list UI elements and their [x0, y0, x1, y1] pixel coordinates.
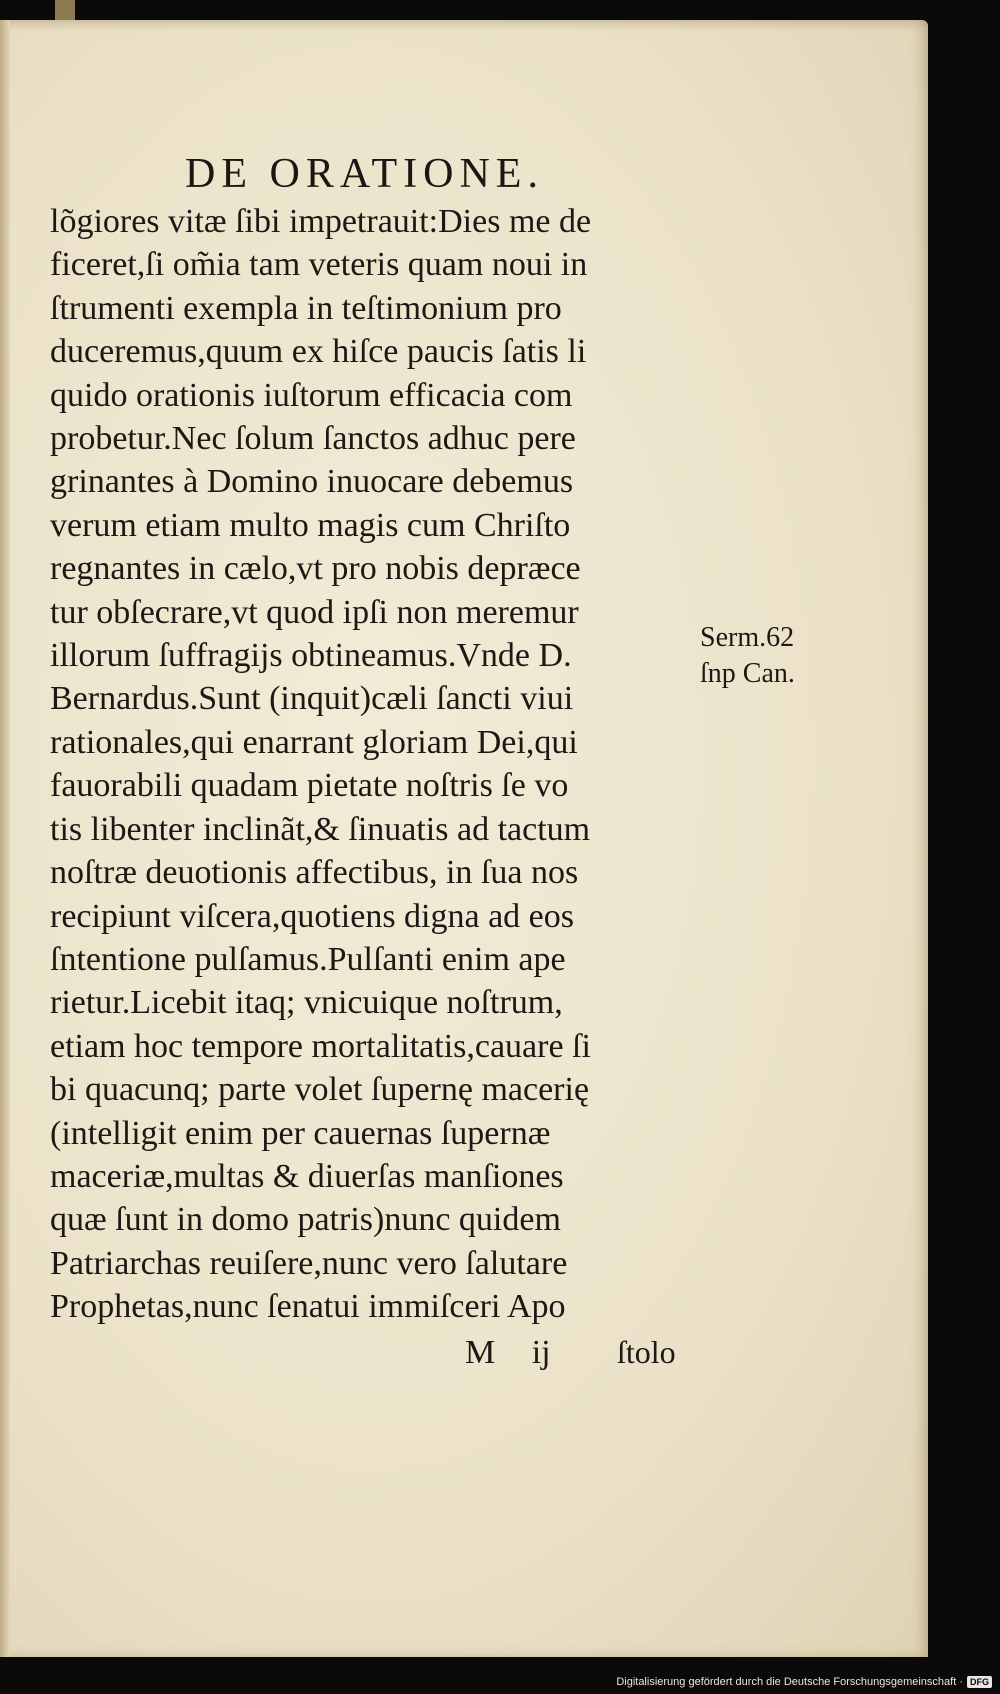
text-line: duceremus,quum ex hiſce paucis ſatis li: [50, 333, 587, 371]
text-line: maceriæ,multas & diuerſas manſiones: [50, 1157, 564, 1195]
text-line: etiam hoc tempore mortalitatis,cauare ſi: [50, 1027, 591, 1065]
text-line: regnantes in cælo,vt pro nobis depræce: [50, 550, 581, 588]
text-line: fauorabili quadam pietate noſtris ſe vo: [50, 767, 569, 805]
body-text: [50, 200, 710, 1329]
catchword: ſtolo: [617, 1334, 676, 1370]
text-line: bi quacunq; parte volet ſupernę macerię: [50, 1071, 590, 1109]
text-line: lõgiores vitæ ſibi impetrauit:Dies me de: [50, 203, 592, 240]
text-line: ficeret,ſi om̃ia tam veteris quam noui in: [50, 246, 588, 284]
text-line: Prophetas,nunc ſenatui immiſceri Apo: [50, 1288, 566, 1326]
text-line: (intelligit enim per cauernas ſupernæ: [50, 1114, 551, 1152]
text-line: tur obſecrare,vt quod ipſi non meremur: [50, 593, 579, 631]
footer-text: Digitalisierung gefördert durch die Deutsche Forschungsgemeinschaft ·: [616, 1676, 963, 1688]
running-head: DE ORATIONE.: [185, 151, 544, 197]
margin-note: [700, 620, 795, 692]
digitization-footer: [616, 1676, 992, 1688]
margin-note-line: Serm.62: [700, 622, 795, 653]
text-line: rietur.Licebit itaq; vnicuique noſtrum,: [50, 984, 563, 1022]
text-line: tis libenter inclinãt,& ſinuatis ad tactum: [50, 810, 591, 848]
text-line: ſntentione pulſamus.Pulſanti enim ape: [50, 940, 566, 978]
dfg-logo-icon: DFG: [967, 1676, 992, 1688]
text-line: probetur.Nec ſolum ſanctos adhuc pere: [50, 420, 576, 458]
text-line: quido orationis iuſtorum efficacia com: [50, 376, 573, 414]
text-line: rationales,qui enarrant gloriam Dei,qui: [50, 723, 578, 761]
page-gutter: [0, 20, 10, 1657]
signature-mark: M ij: [465, 1334, 551, 1371]
text-line: verum etiam multo magis cum Chriſto: [50, 506, 571, 544]
margin-note-line: ſnp Can.: [700, 658, 795, 689]
text-line: illorum ſuffragijs obtineamus.Vnde D.: [50, 637, 572, 675]
text-line: quæ ſunt in domo patris)nunc quidem: [50, 1201, 561, 1239]
text-line: recipiunt viſcera,quotiens digna ad eos: [50, 897, 574, 935]
text-line: grinantes à Domino inuocare debemus: [50, 463, 574, 501]
text-line: Patriarchas reuiſere,nunc vero ſalutare: [50, 1244, 568, 1282]
text-line: Bernardus.Sunt (inquit)cæli ſancti viui: [50, 680, 574, 718]
page-top-edge: [55, 0, 75, 22]
text-line: ſtrumenti exempla in teſtimonium pro: [50, 289, 562, 327]
text-line: noſtræ deuotionis affectibus, in ſua nos: [50, 854, 579, 892]
